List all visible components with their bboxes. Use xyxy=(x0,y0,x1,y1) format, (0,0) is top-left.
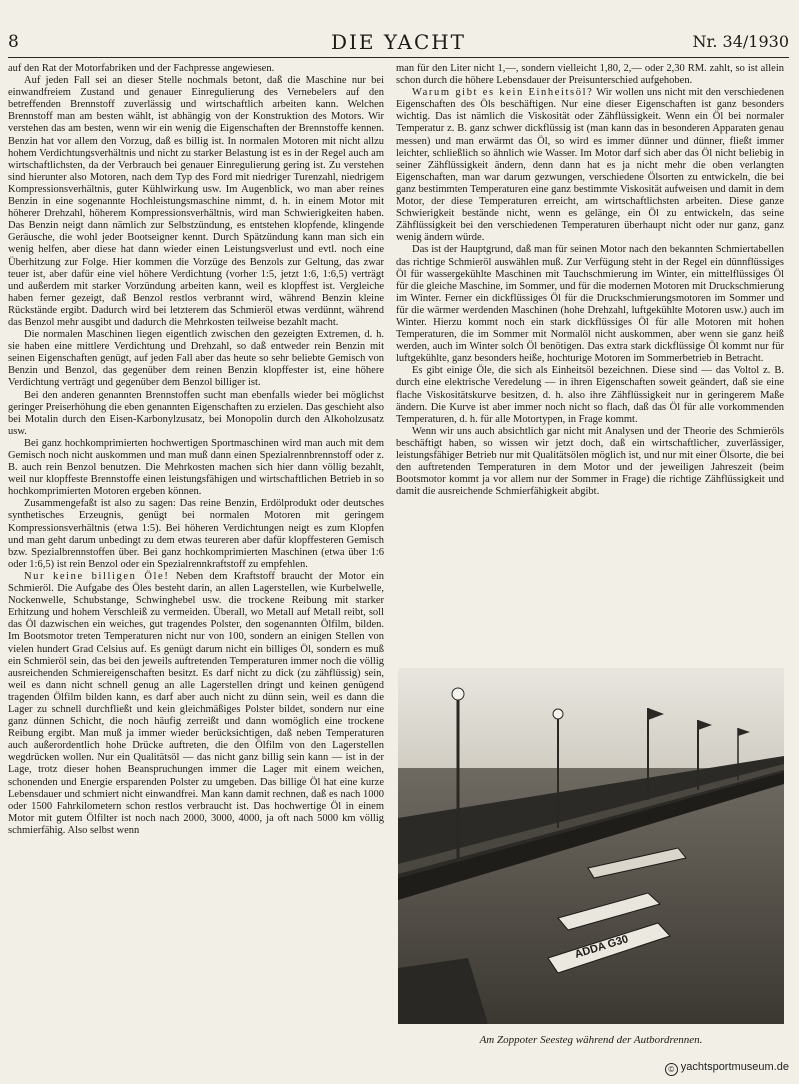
pier-photo-illustration xyxy=(398,668,784,1024)
left-column xyxy=(8,63,384,1059)
paragraph: Bei ganz hochkomprimierten hochwertigen Sportmaschinen wird man auch mit dem Gemisch noch nicht auskommen und man muß dann einen Spezialrennbrennstoff oder z. B. auch rein Benzol benutzen. Die Mehrkosten machen sich hier dann völlig bezahlt, weil nur klopffeste Brennstoffe einen leistungsfähigen und wirtschaftlichen Betrieb in so hochkomprimierten Motoren ergeben können. xyxy=(8,437,384,498)
section-heading: Nur keine billigen Öle! xyxy=(24,570,170,582)
photo-caption: Am Zoppoter Seesteg während der Autbordrennen. xyxy=(479,1034,703,1046)
lamp xyxy=(553,709,563,719)
sky xyxy=(398,668,784,778)
magazine-title: DIE YACHT xyxy=(330,30,467,54)
paragraph: Wenn wir uns auch absichtlich gar nicht mit Analysen und der Theorie des Schmieröls beschäftigt haben, so wissen wir jetzt doch, daß ein wirtschaftlicher, zuverlässiger, leistungsfähiger Betrieb nur mit Qualitätsölen möglich ist, und nur mit einer Ölsorte, die bei den auftretenden Temperaturen in dem Motor und der jeweiligen Jahreszeit (beim Bootsmotor kommt ja vor allem nur der Sommer in Frage) die richtige Zähflüssigkeit und damit die ausreichende Schmierfähigkeit abgibt. xyxy=(396,425,784,498)
paragraph-text: Wir wollen uns nicht mit den verschiedenen Eigenschaften des Öls beschäftigen. Nur eine dieser Eigenschaften ist ganz besonders wichtig. Das ist nämlich die Viskosität oder Zähflüssigkeit. Wenn ein Öl bei normaler Temperatur z. B. ganz schwer dickflüssig ist (man kann das in besonderen Apparaten genau messen) und man erwärmt das Öl, so wird es immer dünner und dünner, fließt immer leichter, schließlich so ähnlich wie Wasser. Im Motor darf sich aber das Öl nicht beliebig in seiner Zähflüssigkeit ändern, denn dann hat es ja nicht mehr die oben verlangten Eigenschaften, man war darum gezwungen, verschiedene Ölsorten zu entwickeln, die bei ganz bestimmten Temperaturen eine ganz bestimmte Viskosität aufweisen und damit in dem Motor, der diese Temperaturen erreicht, am wirtschaftlichsten arbeiten. Diese ganze Schwierigkeit bestände nicht, wenn es gelänge, ein Öl zu entwickeln, das seine Zähflüssigkeit bei den verschiedenen Temperaturen überhaupt nicht oder nur ganz, ganz wenig ändern würde. xyxy=(396,87,784,244)
paragraph xyxy=(8,571,384,837)
watermark-text: yachtsportmuseum.de xyxy=(680,1061,789,1073)
paragraph: auf den Rat der Motorfabriken und der Fachpresse angewiesen. xyxy=(8,63,275,74)
paragraph: Das ist der Hauptgrund, daß man für seinen Motor nach den bekannten Schmiertabellen das richtige Schmieröl auswählen muß. Zur Verfügung steht in der Regel ein dünnflüssiges Öl für wassergekühlte Maschinen mit Tauchschmierung im Winter, ein mittelflüssiges Öl für die gleiche Maschine, im Sommer, und für die modernen Motoren mit Druckschmierung im Winter. Ferner ein dickflüssiges Öl für die Druckschmierungsmotoren im Sommer und für die wärmer werdenden Maschinen (hohe Drehzahl, luftgekühlte Motoren usw.) auch im Winter. Hierzu kommt noch ein stark dickflüssiges Öl für alle Motoren mit hohen Temperaturen, die im Sommer mit Normalöl nicht auskommen, aber wenn sie ganz heiß werden, auch im Winter solch Öl benötigen. Das extra stark dickflüssige Öl kommt nur für luftgekühlte, ganz besonders heiße, hochturige Motoren im Sommerbetrieb in Betracht. xyxy=(396,244,784,365)
paragraph: Zusammengefaßt ist also zu sagen: Das reine Benzin, Erdölprodukt oder deutsches synthetisches Erzeugnis, genügt bei normalen Motoren mit geringem Kompressionsverhältnis (etwa 1:5). Bei höheren Verdichtungen neigt es zum Klopfen und man geht darum unbedingt zu dem etwas teureren aber dafür klopffesteren Gemisch bzw. Spezialbrennstoffen über. Bei ganz hochkomprimierten Maschinen (etwa über 1:6 oder 1:6,5) ist rein Benzol oder ein Spezialrennkraftstoff zu empfehlen. xyxy=(8,498,384,570)
paragraph: man für den Liter nicht 1,—, sondern vielleicht 1,80, 2,— oder 2,30 RM. zahlt, so ist allein schon durch die höhere Lebensdauer der Preisunterschied aufgehoben. xyxy=(396,63,784,87)
paragraph: Bei den anderen genannten Brennstoffen sucht man ebenfalls wieder bei möglichst geringer Preiserhöhung die eben genannten Eigenschaften zu erzielen. Das geschieht also bei Motalin durch den Eisen-Karbonylzusatz, bei Monopolin durch den Alkoholzusatz usw. xyxy=(8,389,384,437)
page-number: 8 xyxy=(8,32,19,52)
copyright-icon: © xyxy=(665,1063,678,1076)
watermark xyxy=(665,1061,789,1076)
header-rule xyxy=(8,57,789,58)
issue-number: Nr. 34/1930 xyxy=(692,32,789,51)
boat-hull-label: ADDA G30 xyxy=(573,933,630,961)
paragraph xyxy=(396,87,784,244)
right-column xyxy=(396,63,784,663)
paragraph: Die normalen Maschinen liegen eigentlich zwischen den gezeigten Extremen, d. h. sie haben eine mittlere Verdichtung und Drehzahl, so daß entweder rein Benzin mit seinen Eigenschaften genügt, auf jeden Fall aber das heute so sehr beliebte Gemisch von Benzin und Benzol, das gegenüber dem reinen Benzin klopffester ist, eine höhere Verdichtung verträgt und gegenüber dem Benzol billiger ist. xyxy=(8,329,384,389)
lamp xyxy=(452,688,464,700)
paragraph: Es gibt einige Öle, die sich als Einheitsöl bezeichnen. Diese sind — das Voltol z. B. durch eine elektrische Veredelung — in ihren Eigenschaften soweit geändert, daß sie eine flache Viskositätskurve besitzen, d. h. also ihre Zähflüssigkeit nur in geringerem Maße ändern. Die Kurve ist aber immer noch nicht so flach, daß das Öl für alle vorkommenden Temperaturen, d. h. für alle Motortypen, in Frage kommt. xyxy=(396,365,784,425)
paragraph-text: Neben dem Kraftstoff braucht der Motor ein Schmieröl. Die Aufgabe des Öles besteht darin, an allen Lagerstellen, wie Kurbelwelle, Nockenwelle, Schubstange, Schwinghebel usw. die trockene Reibung mit starker Erhitzung und hohem Verschleiß zu vermeiden. Überall, wo Metall auf Metall reibt, soll das Öl dazwischen ein weiches, gut tragendes Polster, den sogenannten Ölfilm, bilden. Im Bootsmotor treten Temperaturen nicht nur von 100, sondern an einigen Stellen von vielen hundert Grad Celsius auf. Es genügt darum nicht ein billiges Öl, sondern es muß ein Schmieröl sein, das bei den jeweils auftretenden Temperaturen immer noch die völlig ausreichenden Schmiereigenschaften besitzt. Es darf nicht zu dick (zu zähflüssig) sein, weil es dann nicht schnell genug an alle Lagerstellen dringt und keinen genügend tragenden Ölfilm bilden kann, es darf aber auch nicht zu dünn sein, weil es dann die Lager zu schnell durchfließt und kein gleichmäßiges Polster bildet, sondern nur eine ganz dünnen Schicht, die noch häufig zerreißt und dann womöglich eine trockene Reibung ergibt. Man muß ja immer wieder berücksichtigen, daß neben Temperaturen auch außerordentlich hohe Drücke auftreten, die den Ölfilm von den Lagerstellen wegdrücken wollen. Nur ein Qualitätsöl — das nicht ganz billig sein kann — ist in der Lage, trotz dieser hohen Beanspruchungen immer die Lager mit einem weichen, schonenden und Energie ersparenden Polster zu umgeben. Das billige Öl hat eine kurze Lebensdauer und schmiert nicht einwandfrei. Man kann damit rechnen, daß es nach 1000 oder 1500 Fahrkilometern schon restlos verbraucht ist. Das hochwertige Öl in einem Motor mit gutem Ölfilter ist noch nach 2000, 3000, 4000, ja oft nach 5000 km völlig schmierfähig. Also selbst wenn xyxy=(8,570,384,836)
pier-photo xyxy=(398,668,784,1024)
paragraph: Auf jeden Fall sei an dieser Stelle nochmals betont, daß die Maschine nur bei einwandfreiem Zustand und genauer Einregulierung des Vernebelers auf den betreffenden Brennstoff zuverlässig und wirtschaftlich arbeiten kann. Welchen Brennstoff man am besten wählt, ist abhängig von der Konstruktion des Motors. Wir verstehen das am besten, wenn wir ein wenig die Eigenschaften der Brennstoffe kennen. Benzin hat vor allem den Vorzug, daß es billig ist. In normalen Motoren mit nicht allzu hohem Verdichtungsverhältnis und nicht zu starker Belastung ist es in der Regel auch am wirtschaftlichsten, da der Verbrauch bei genauer Einregulierung gering ist. Zu verstehen sind hierunter also Motoren, nach dem Typ des Ford mit niedriger Turenzahl, niedrigem Kompressionsverhältnis, guter Kühlwirkung usw. Im Augenblick, wo man aber reines Benzin in eine sogenannte Hochleistungsmaschine nimmt, d. h. in einem Motor mit höherer Drehzahl, höherem Kompressionsverhältnis, wird man Schwierigkeiten haben. Das Benzin neigt dann nämlich zur Selbstzündung, es entstehen klopfende, klingende Geräusche, die wohl jeder Bootseigner kennt. Durch Spätzündung kann man sich ein wenig helfen, aber diese hat dann wieder einen Leistungsverlust und evtl. noch eine Überhitzung zur Folge. Hier kommen die Vorzüge des Benzols zur Geltung, das zwar teuer ist, aber dafür eine viel höhere Verdichtung (vorher 1:5, jetzt 1:6, 1:6,5) verträgt und außerdem mit starker Vorzündung arbeiten kann, weil es klopffest ist. Vergleiche haben ferner gezeigt, daß Benzol restlos verbrannt wird, während Benzin kleine Rückstände ergibt. Dadurch wird bei letzterem das Schmieröl etwas verdünnt, während das Benzol mehr ausgibt und dadurch die Mehrkosten teilweise bezahlt macht. xyxy=(8,75,384,328)
section-heading: Warum gibt es kein Einheitsöl? xyxy=(412,87,594,99)
page-header xyxy=(8,28,789,54)
